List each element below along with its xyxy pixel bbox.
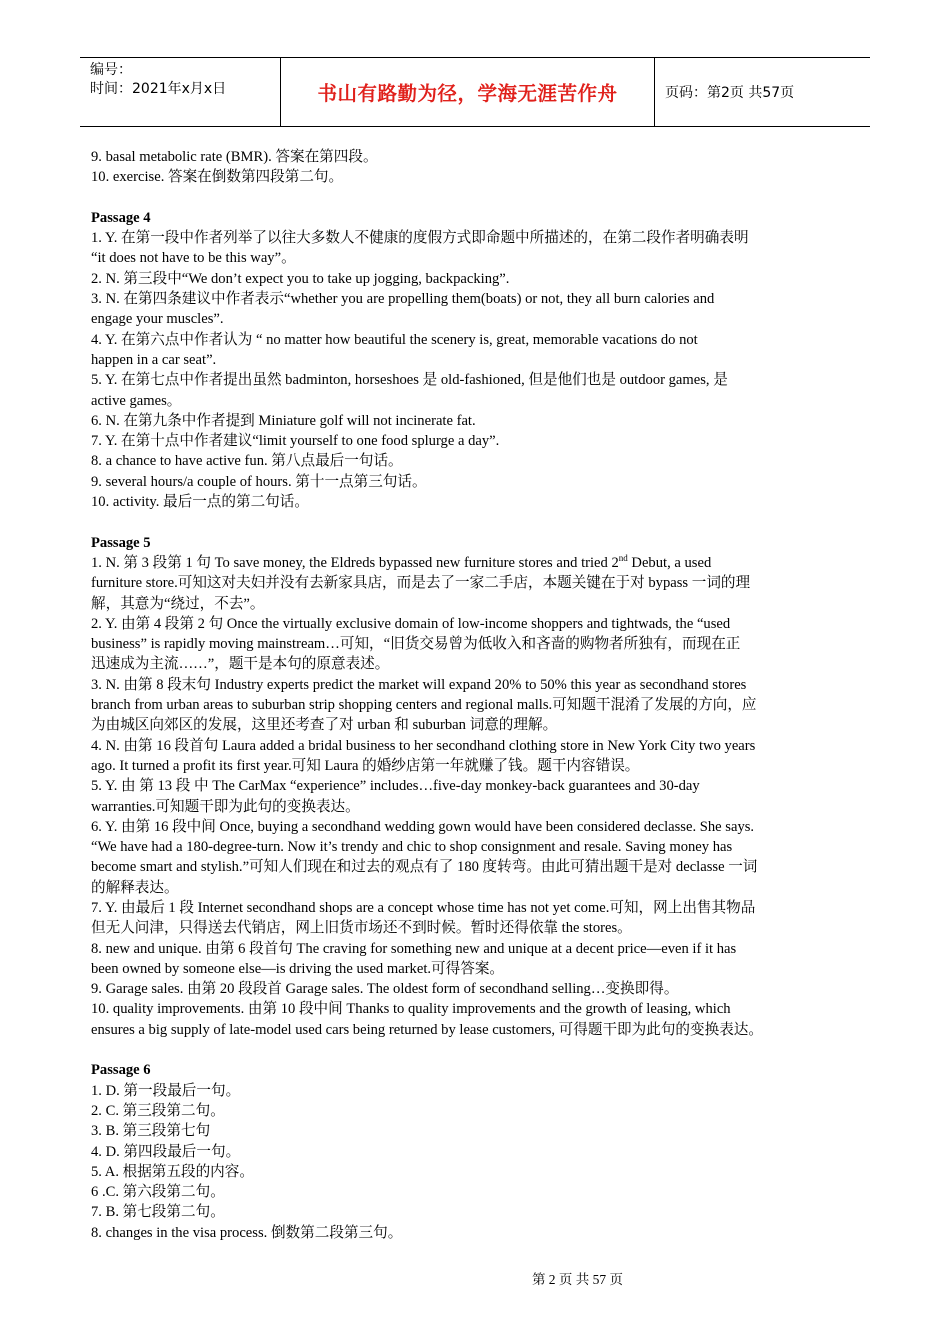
- answer-line: 10. activity. 最后一点的第二句话。: [91, 494, 309, 511]
- answer-line: branch from urban areas to suburban strip shopping centers and regional malls.可知题干混淆了发展的方向，应: [91, 697, 757, 714]
- answer-line: [91, 553, 859, 573]
- answer-line: 2. Y. 由第 4 段第 2 句 Once the virtually exclusive domain of low-income shoppers and tightwads, the “used: [91, 615, 731, 632]
- document-number-label: 编号：: [90, 62, 132, 78]
- page-footer: [0, 1268, 950, 1288]
- answer-line: 8. a chance to have active fun. 第八点最后一句话。: [91, 453, 403, 470]
- answer-line: become smart and stylish.”可知人们现在和过去的观点有了 180 度转弯。由此可猜出题干是对 declasse 一词: [91, 859, 758, 876]
- header-motto: 书山有路勤为径，学海无涯苦作舟: [281, 58, 655, 126]
- answer-text: 1. N. 第 3 段第 1 句 To save money, the Eldreds bypassed new furniture stores and tried 2: [91, 554, 619, 571]
- answer-line: 2. N. 第三段中“We don’t expect you to take up jogging, backpacking”.: [91, 270, 510, 287]
- answer-line: 10. quality improvements. 由第 10 段中间 Thanks to quality improvements and the growth of leasing, which: [91, 1001, 731, 1018]
- passage-heading: Passage 5: [91, 534, 151, 551]
- answer-line: 迅速成为主流……”，题干是本句的原意表述。: [91, 656, 390, 673]
- answer-line: 7. Y. 在第十点中作者建议“limit yourself to one food splurge a day”.: [91, 433, 500, 450]
- answer-line: 8. new and unique. 由第 6 段首句 The craving for something new and unique at a decent price—even if it has: [91, 940, 737, 957]
- footer-page-number: 第 2 页 共 57 页: [531, 1272, 624, 1287]
- answer-line: 4. N. 由第 16 段首句 Laura added a bridal business to her secondhand clothing store in New York City two years: [91, 737, 756, 754]
- answer-line: 6 .C. 第六段第二句。: [91, 1184, 225, 1201]
- answer-line: furniture store.可知这对夫妇并没有去新家具店，而是去了一家二手店，本题关键在于对 bypass 一词的理: [91, 575, 751, 592]
- answer-line: 6. N. 在第九条中作者提到 Miniature golf will not incinerate fat.: [91, 412, 476, 429]
- answer-line: engage your muscles”.: [91, 311, 224, 328]
- answer-line: 的解释表达。: [91, 879, 179, 896]
- answer-line: ago. It turned a profit its first year.可知 Laura 的婚纱店第一年就赚了钱。题干内容错误。: [91, 757, 640, 774]
- answer-line: business” is rapidly moving mainstream…可知，“旧货交易曾为低收入和吝啬的购物者所独有，而现在正: [91, 636, 741, 653]
- answer-line: 8. changes in the visa process. 倒数第二段第三句。: [91, 1224, 403, 1241]
- header-meta: [80, 58, 281, 126]
- document-body: [91, 147, 859, 1243]
- answer-line: 但无人问津，只得送去代销店，网上旧货市场还不到时候。暂时还得依靠 the stores。: [91, 920, 632, 937]
- answer-line: 4. D. 第四段最后一句。: [91, 1143, 241, 1160]
- answer-line: 1. D. 第一段最后一句。: [91, 1082, 241, 1099]
- answer-line: 解，其意为“绕过，不去”。: [91, 595, 265, 612]
- passage-heading: Passage 4: [91, 209, 151, 226]
- answer-line: 2. C. 第三段第二句。: [91, 1102, 225, 1119]
- answer-line: 9. Garage sales. 由第 20 段段首 Garage sales. The oldest form of secondhand selling…变换即得。: [91, 981, 679, 998]
- answer-line: 9. basal metabolic rate (BMR). 答案在第四段。: [91, 149, 378, 165]
- passage-heading: Passage 6: [91, 1062, 151, 1079]
- answer-line: 3. B. 第三段第七句: [91, 1123, 211, 1140]
- answer-line: active games。: [91, 392, 182, 409]
- answer-line: 3. N. 由第 8 段末句 Industry experts predict the market will expand 20% to 50% this year as secondhand stores: [91, 676, 747, 693]
- answer-line: been owned by someone else—is driving the used market.可得答案。: [91, 960, 505, 977]
- answer-line: “it does not have to be this way”。: [91, 250, 296, 267]
- answer-line: 6. Y. 由第 16 段中间 Once, buying a secondhand wedding gown would have been considered declasse. She says.: [91, 818, 755, 835]
- answer-line: 10. exercise. 答案在倒数第四段第二句。: [91, 169, 344, 186]
- answer-line: warranties.可知题干即为此句的变换表达。: [91, 798, 360, 815]
- answer-line: 5. Y. 在第七点中作者提出虽然 badminton, horseshoes 是 old-fashioned, 但是他们也是 outdoor games, 是: [91, 372, 728, 389]
- answer-line: happen in a car seat”.: [91, 351, 217, 368]
- answer-line: 9. several hours/a couple of hours. 第十一点第三句话。: [91, 473, 427, 490]
- answer-line: 为由城区向郊区的发展，这里还考查了对 urban 和 suburban 词意的理解。: [91, 717, 558, 734]
- answer-line: “We have had a 180-degree-turn. Now it’s trendy and chic to shop consignment and resale. Saving money has: [91, 839, 733, 856]
- ordinal-suffix: nd: [618, 553, 628, 564]
- answer-line: 1. Y. 在第一段中作者列举了以往大多数人不健康的度假方式即命题中所描述的，在第二段作者明确表明: [91, 230, 749, 247]
- answer-line: 3. N. 在第四条建议中作者表示“whether you are propelling them(boats) or not, they all burn calories and: [91, 291, 715, 308]
- answer-line: 4. Y. 在第六点中作者认为 “ no matter how beautiful the scenery is, great, memorable vacations do not: [91, 331, 698, 348]
- answer-line: 5. Y. 由 第 13 段 中 The CarMax “experience” includes…five-day monkey-back guarantees and 30-day: [91, 778, 700, 795]
- answer-line: 7. Y. 由最后 1 段 Internet secondhand shops are a concept whose time has not yet come.可知，网上出售其物品: [91, 899, 756, 916]
- document-date-label: 时间：2021年x月x日: [90, 81, 227, 97]
- answer-text: Debut, a used: [627, 554, 712, 571]
- page-header: [80, 57, 870, 127]
- answer-line: ensures a big supply of late-model used cars being returned by lease customers, 可得题干即为此句的变换表达。: [91, 1021, 763, 1038]
- answer-line: 5. A. 根据第五段的内容。: [91, 1163, 254, 1180]
- header-page-count: 页码：第2页 共57页: [665, 85, 795, 101]
- answer-line: 7. B. 第七段第二句。: [91, 1204, 225, 1221]
